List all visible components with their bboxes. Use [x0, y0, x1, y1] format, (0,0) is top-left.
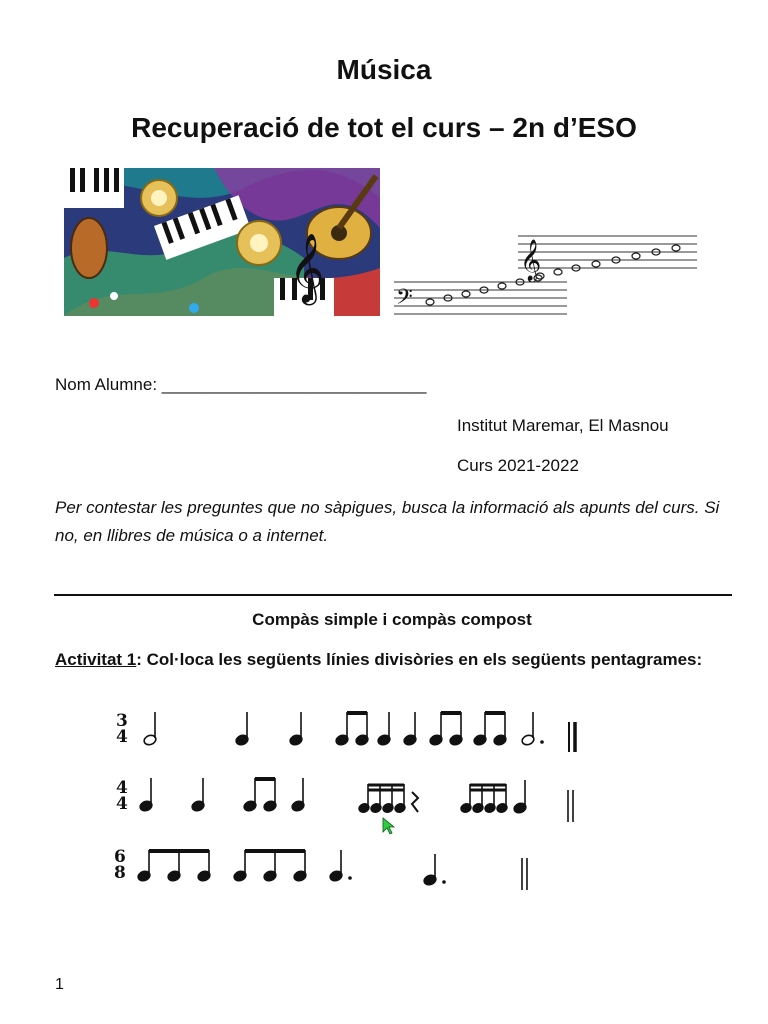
page-title: Música	[336, 54, 432, 85]
time-sig-bottom: 4	[116, 794, 128, 814]
time-sig-bottom: 8	[114, 863, 126, 883]
section-title: Compàs simple i compàs compost	[252, 610, 532, 629]
activity-text: : Col·loca les següents línies divisòries en els següents pentagrames:	[136, 650, 703, 669]
rhythm-row-2	[116, 778, 128, 814]
svg-text:𝄢: 𝄢	[396, 285, 413, 315]
time-sig-top: 3	[116, 711, 128, 731]
course-year: Curs 2021-2022	[457, 456, 579, 475]
rhythm-exercise	[100, 700, 600, 900]
music-collage-image	[64, 168, 380, 316]
section-divider	[54, 594, 732, 596]
staff-scale-image	[392, 222, 722, 322]
page-number: 1	[55, 976, 64, 993]
instructions-text: Per contestar les preguntes que no sàpigues, busca la informació als apunts del curs. Si no, en llibres de música o a internet.	[55, 498, 720, 545]
student-name-field[interactable]	[55, 375, 427, 395]
rhythm-lines-svg	[100, 700, 600, 900]
student-name-label: Nom Alumne:	[55, 375, 158, 394]
rhythm-row-1	[116, 711, 128, 747]
activity-heading	[55, 650, 702, 670]
activity-label: Activitat 1	[55, 650, 137, 669]
student-name-blank: ____________________________	[161, 375, 427, 394]
rhythm-row-3	[114, 847, 126, 883]
school-name: Institut Maremar, El Masnou	[457, 416, 669, 435]
svg-text:𝄞: 𝄞	[520, 240, 542, 281]
time-sig-top: 4	[116, 778, 128, 798]
time-sig-bottom: 4	[116, 727, 128, 747]
page-subtitle: Recuperació de tot el curs – 2n d’ESO	[131, 112, 637, 143]
svg-text:𝄞: 𝄞	[289, 233, 325, 303]
time-sig-top: 6	[114, 847, 126, 867]
